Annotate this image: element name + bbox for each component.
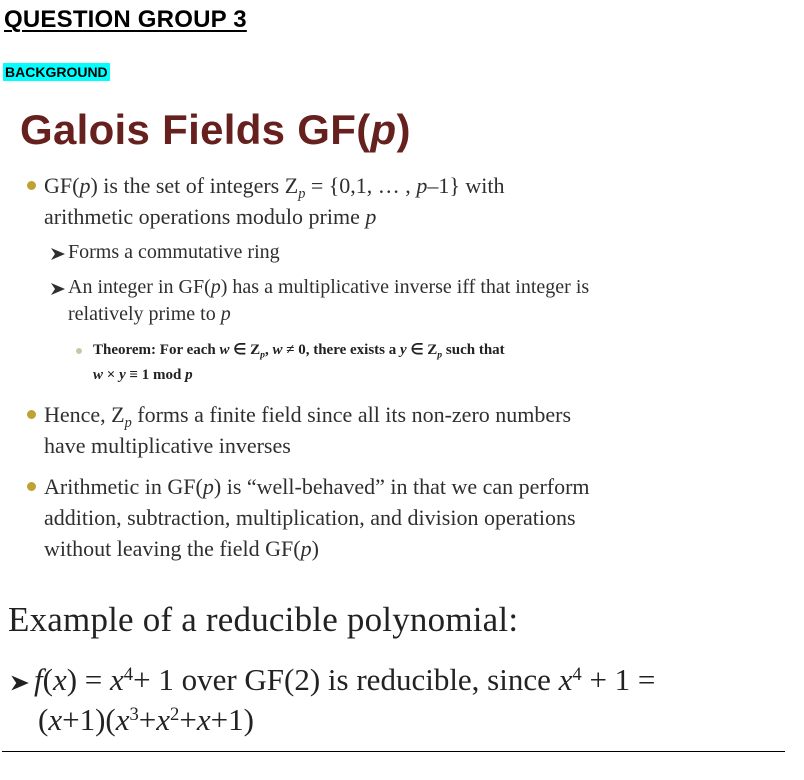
slide-title-var: p: [370, 106, 397, 153]
sub-bullet-commutative-ring: Forms a commutative ring: [68, 241, 280, 263]
bullet-well-behaved-line1: Arithmetic in GF(p) is “well-behaved” in that we can perform: [44, 474, 590, 499]
bullet-dot-icon: [27, 482, 36, 491]
bottom-divider: [2, 751, 785, 752]
example-polynomial-line2: $(x+1)(x^3+x^2+x+1)$: [38, 702, 254, 737]
theorem-text: [93, 338, 505, 388]
bullet-finite-field-line1: Hence, $Z_p$ forms a finite field since all its non-zero numbers: [44, 402, 572, 431]
bullet-dot-icon: [27, 410, 36, 419]
example-polynomial-line1: $f(x) = x^4+ 1$ over GF(2) is reducible, since $x^4 + 1$ =: [34, 662, 656, 697]
bullet-gf-definition-line2: arithmetic operations modulo prime p: [44, 204, 377, 229]
sub-bullet-multiplicative-inverse-line2: relatively prime to p: [68, 303, 231, 325]
theorem-line2: w × y ≡ 1 mod p: [93, 367, 193, 383]
bullet-dot-icon: [27, 181, 36, 190]
sub-bullet-multiplicative-inverse: [68, 274, 589, 328]
bullet-finite-field: [44, 399, 571, 461]
bullet-well-behaved: [44, 471, 590, 564]
sub-bullet-multiplicative-inverse-line1: An integer in GF(p) has a multiplicative inverse iff that integer is: [68, 276, 590, 298]
arrow-bullet-icon: [50, 281, 66, 297]
theorem-line1: Theorem: For each w ∈ $Z_p$, w ≠ 0, there exists a y ∈ $Z_p$ such that: [93, 342, 505, 361]
bullet-well-behaved-line2: addition, subtraction, multiplication, and division operations: [44, 505, 576, 530]
arrow-bullet-icon: [50, 246, 66, 262]
theorem-dot-icon: [76, 348, 82, 354]
bullet-gf-definition: [44, 170, 504, 232]
slide-title: [20, 106, 411, 154]
question-group-title: QUESTION GROUP 3: [4, 6, 247, 33]
bullet-finite-field-line2: have multiplicative inverses: [44, 433, 291, 458]
bullet-well-behaved-line3: without leaving the field GF(p): [44, 536, 319, 561]
slide-title-suffix: ): [396, 106, 411, 153]
example-heading: Example of a reducible polynomial:: [8, 600, 519, 639]
arrow-bullet-icon: [10, 673, 30, 693]
bullet-gf-definition-line1: GF(p) is the set of integers $Z_p = \{0,1$, … , p–1} with: [44, 173, 505, 202]
slide-title-prefix: Galois Fields GF(: [20, 106, 371, 153]
example-polynomial: [8, 660, 788, 740]
background-label: BACKGROUND: [5, 64, 108, 80]
